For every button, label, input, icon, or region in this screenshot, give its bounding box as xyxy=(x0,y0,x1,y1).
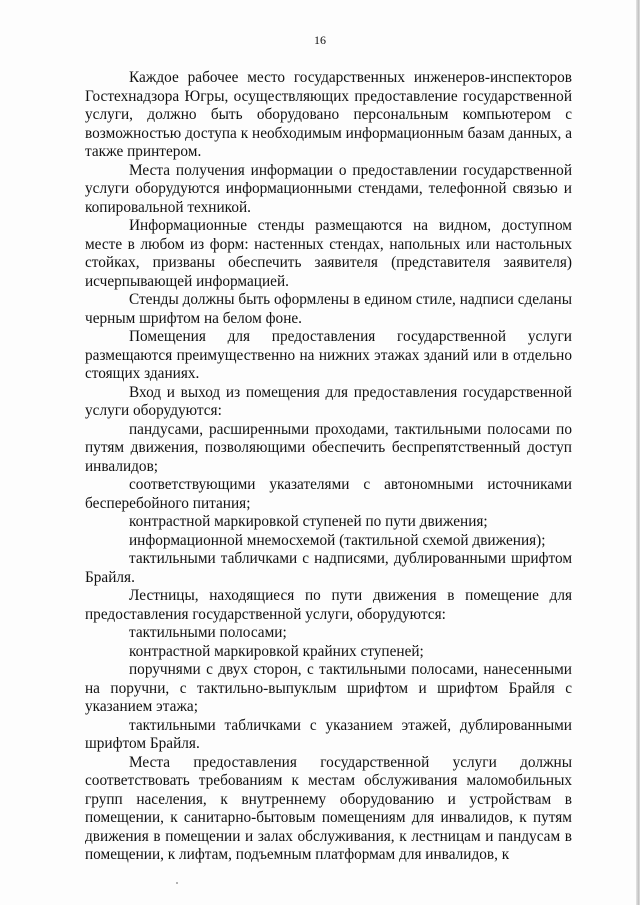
list-item-edge-step-marking: контрастной маркировкой крайних ступеней; xyxy=(129,642,424,660)
paragraph-stand-style: Стенды должны быть оформлены в едином стиле, надписи сделаны черным шрифтом на белом фоне. xyxy=(85,291,572,327)
list-item-tactile-strips: тактильными полосами; xyxy=(129,624,287,641)
list-item-tactile-signs: тактильными табличками с надписями, дублированными шрифтом Брайля. xyxy=(85,550,572,586)
paragraph-service-requirements: Места предоставления государственной услуги должны соответствовать требованиям к местам обслуживания маломобильных групп населения, к внутреннему оборудованию и устройствам в помещении, к санитарно-бытовым помещениям для инвалидов, к путям движения в помещении и залах обслуживания, к лестницам и пандусам в помещении, к лифтам, подъемным платформам для инвалидов, к xyxy=(85,753,572,863)
page-number: 16 xyxy=(314,33,326,47)
scan-edge xyxy=(636,0,639,905)
paragraph-info-points: Места получения информации о предоставлении государственной услуги оборудуются информационными стендами, телефонной связью и копировальной техникой. xyxy=(85,161,572,216)
scan-speck xyxy=(176,882,178,884)
paragraph-premises-location: Помещения для предоставления государственной услуги размещаются преимущественно на нижних этажах зданий или в отдельно стоящих зданиях. xyxy=(85,328,572,382)
list-item-signs: соответствующими указателями с автономными источниками бесперебойного питания; xyxy=(85,476,572,512)
list-item-floor-signs: тактильными табличками с указанием этажей, дублированными шрифтом Брайля. xyxy=(85,716,572,752)
list-item-ramps: пандусами, расширенными проходами, тактильными полосами по путям движения, позволяющими обеспечить беспрепятственный доступ инвалидов; xyxy=(85,420,572,475)
paragraph-stairs: Лестницы, находящиеся по пути движения в помещение для предоставления государственной услуги, оборудуются: xyxy=(85,587,572,623)
document-body xyxy=(85,69,572,865)
paragraph-workplace-equipment: Каждое рабочее место государственных инженеров-инспекторов Гостехнадзора Югры, осуществляющих предоставление государственной услуги, должно быть оборудовано персональным компьютером с возможностью доступа к необходимым информационным базам данных, а также принтером. xyxy=(85,69,572,160)
list-item-step-marking: контрастной маркировкой ступеней по пути движения; xyxy=(129,513,488,530)
list-item-mnemonic-scheme: информационной мнемосхемой (тактильной схемой движения); xyxy=(129,531,546,549)
paragraph-entrance-equipment: Вход и выход из помещения для предоставления государственной услуги оборудуются: xyxy=(85,383,572,419)
paragraph-info-stands: Информационные стенды размещаются на видном, доступном месте в любом из форм: настенных стендах, напольных или настольных стойках, призваны обеспечить заявителя (представителя заявителя) исчерпывающей информацией. xyxy=(85,217,572,290)
list-item-handrails: поручнями с двух сторон, с тактильными полосами, нанесенными на поручни, с тактильно-выпуклым шрифтом и шрифтом Брайля с указанием этажа; xyxy=(85,661,572,715)
